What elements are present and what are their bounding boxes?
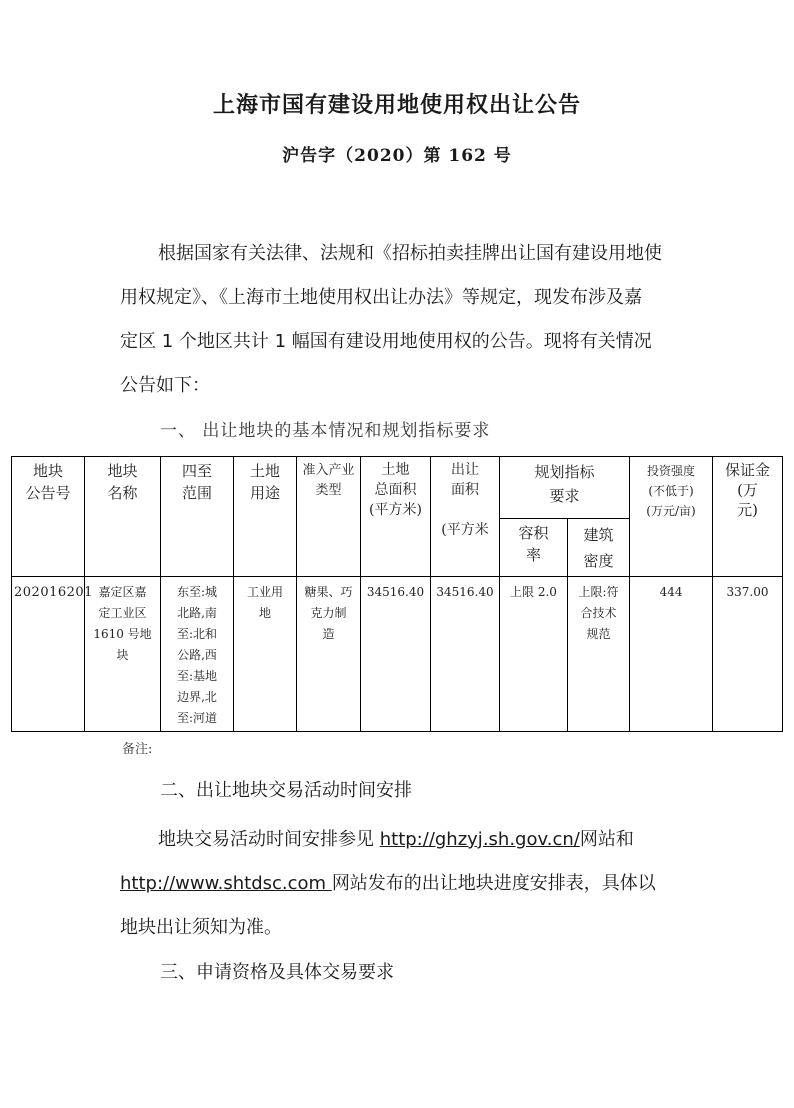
header-density: 建筑 密度: [568, 519, 630, 577]
section-1-heading: 一、 出让地块的基本情况和规划指标要求: [160, 421, 491, 441]
cell-code: 202016201: [12, 577, 85, 732]
section-3-heading: 三、申请资格及具体交易要求: [160, 962, 394, 983]
intro-paragraph: [120, 232, 680, 408]
shtdsc-link[interactable]: http://www.shtdsc.com: [120, 873, 332, 894]
header-sell-area: 出让 面积 (平方米: [431, 457, 500, 577]
header-code: 地块 公告号: [12, 457, 85, 577]
header-far: 容积 率: [500, 519, 568, 577]
intro-line-4: 公告如下：: [120, 375, 210, 396]
section-2-line-2: [120, 862, 680, 906]
cell-deposit: 337.00: [713, 577, 783, 732]
section-2-text-1: 地块交易活动时间安排参见: [158, 829, 380, 850]
document-title: 上海市国有建设用地使用权出让公告: [212, 93, 581, 118]
cell-far: 上限 2.0: [500, 577, 568, 732]
header-industry: 准入产业 类型: [297, 457, 361, 577]
intro-line-2: 用权规定》、《上海市土地使用权出让办法》等规定，现发布涉及嘉: [120, 287, 642, 308]
header-investment: 投资强度 (不低于) (万元/亩): [630, 457, 713, 577]
header-name: 地块 名称: [85, 457, 161, 577]
section-2-text-3: 网站发布的出让地块进度安排表，具体以: [331, 873, 656, 894]
section-2-text-2: 网站和: [579, 829, 634, 850]
land-parcel-table: [11, 456, 783, 732]
cell-name: 嘉定区嘉 定工业区 1610 号地 块: [85, 577, 161, 732]
cell-sell-area: 34516.40: [431, 577, 500, 732]
header-usage: 土地 用途: [234, 457, 297, 577]
header-planning: 规划指标 要求: [500, 457, 630, 519]
cell-boundary: 东至:城 北路,南 至:北和 公路,西 至:基地 边界,北 至:河道: [161, 577, 234, 732]
section-2-heading: 二、出让地块交易活动时间安排: [160, 780, 412, 801]
ghzyj-link[interactable]: http://ghzyj.sh.gov.cn/: [379, 829, 580, 850]
remark-label: 备注:: [122, 742, 153, 757]
cell-investment: 444: [630, 577, 713, 732]
header-deposit: 保证金 (万 元): [713, 457, 783, 577]
document-number: 沪告字（2020）第 162 号: [282, 146, 512, 166]
section-2-line-1: [120, 818, 680, 862]
header-boundary: 四至 范围: [161, 457, 234, 577]
table-row: [12, 577, 783, 732]
section-2-line-3: 地块出让须知为准。: [120, 917, 282, 938]
section-2-paragraph: [120, 818, 680, 950]
intro-line-3: 定区 1 个地区共计 1 幅国有建设用地使用权的公告。现将有关情况: [120, 331, 652, 352]
cell-usage: 工业用 地: [234, 577, 297, 732]
cell-industry: 糖果、巧 克力制 造: [297, 577, 361, 732]
cell-total-area: 34516.40: [361, 577, 431, 732]
cell-density: 上限:符 合技术 规范: [568, 577, 630, 732]
intro-line-1: 根据国家有关法律、法规和《招标拍卖挂牌出让国有建设用地使: [158, 243, 662, 264]
header-total-area: 土地 总面积 (平方米): [361, 457, 431, 577]
